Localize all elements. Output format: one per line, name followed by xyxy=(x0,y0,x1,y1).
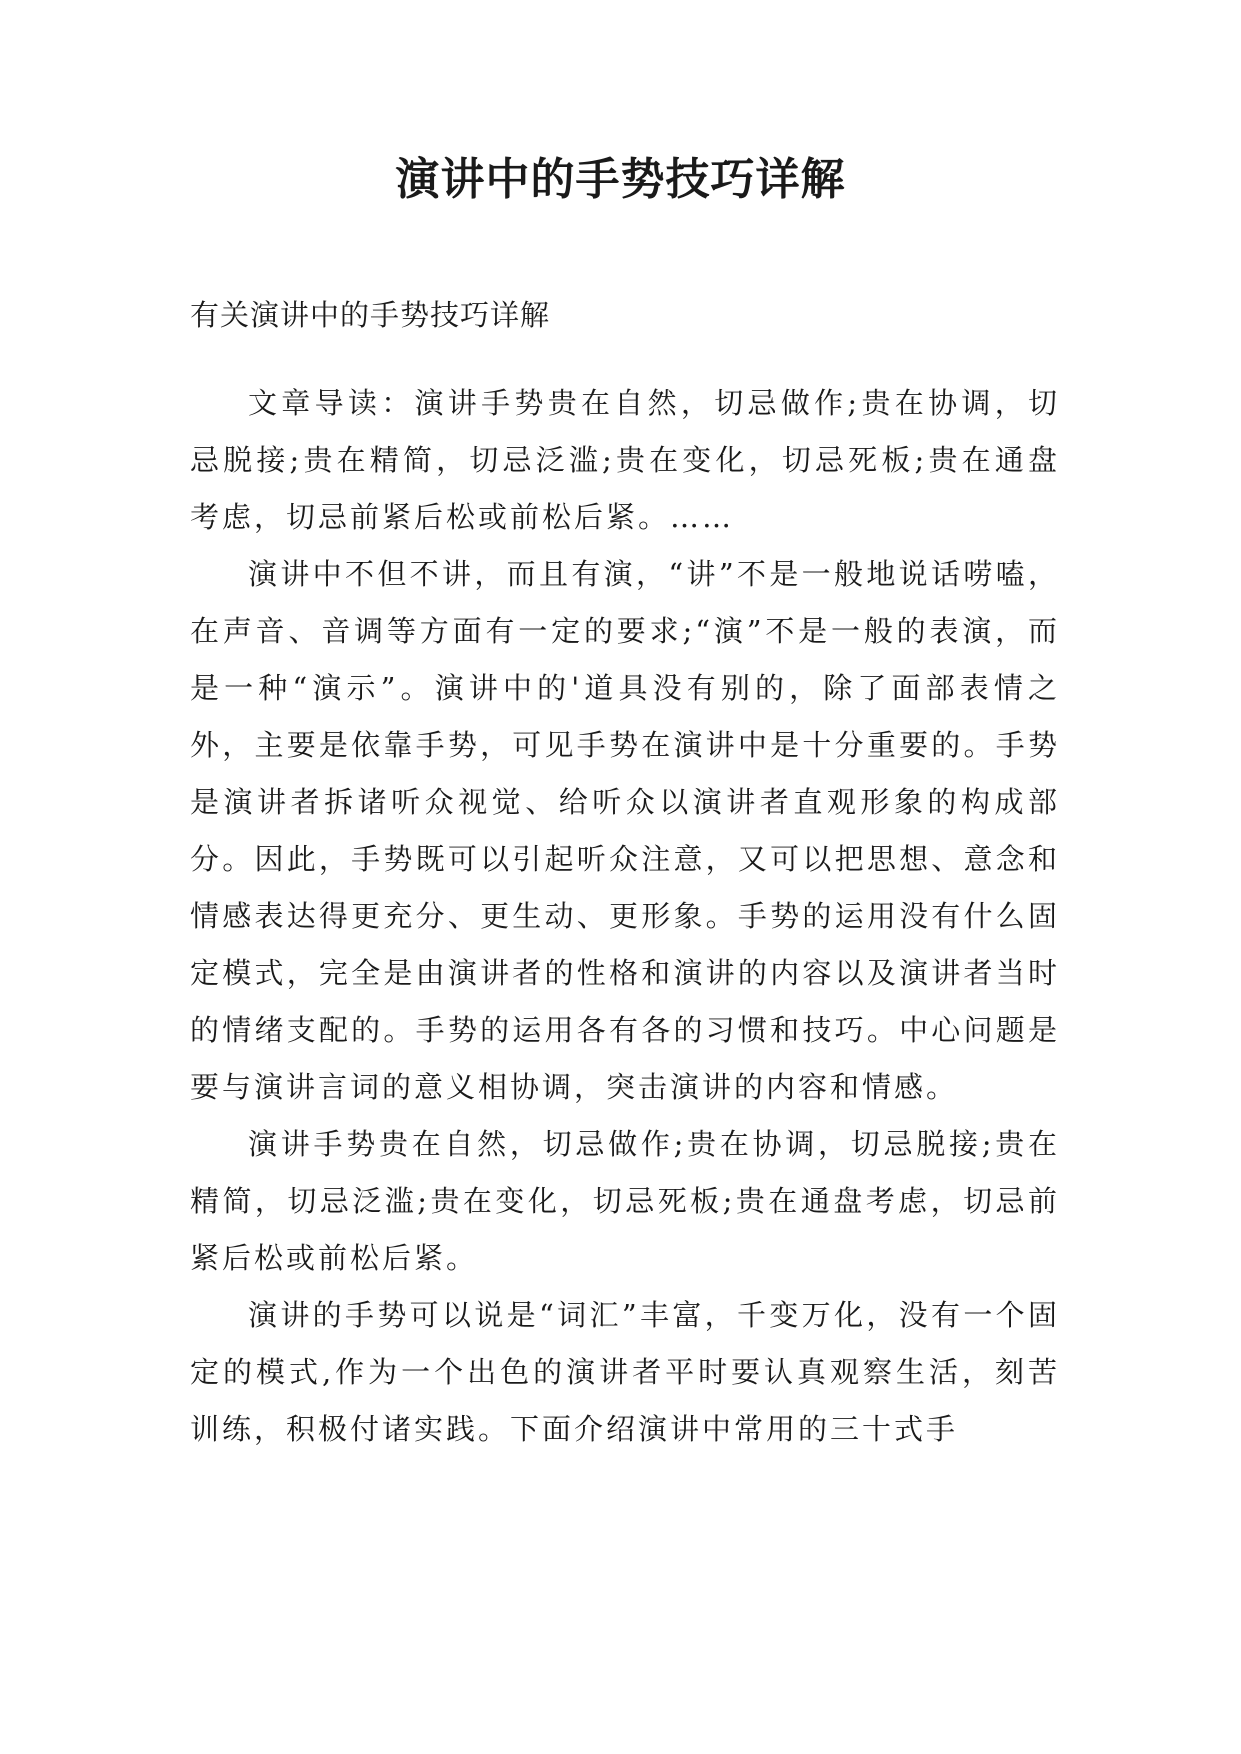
paragraph-principles: 演讲手势贵在自然，切忌做作;贵在协调，切忌脱接;贵在精简，切忌泛滥;贵在变化，切忌死板;贵在通盘考虑，切忌前紧后松或前松后紧。 xyxy=(190,1127,1060,1275)
paragraph-gestures: 演讲的手势可以说是“词汇”丰富，千变万化，没有一个固定的模式,作为一个出色的演讲者平时要认真观察生活，刻苦训练，积极付诸实践。下面介绍演讲中常用的三十式手 xyxy=(190,1298,1060,1446)
paragraph-main: 演讲中不但不讲，而且有演，“讲”不是一般地说话唠嗑，在声音、音调等方面有一定的要求;“演”不是一般的表演，而是一种“演示”。演讲中的'道具没有别的，除了面部表情之外，主要是依靠手势，可见手势在演讲中是十分重要的。手势是演讲者拆诸听众视觉、给听众以演讲者直观形象的构成部分。因此，手势既可以引起听众注意，又可以把思想、意念和情感表达得更充分、更生动、更形象。手势的运用没有什么固定模式，完全是由演讲者的性格和演讲的内容以及演讲者当时的情绪支配的。手势的运用各有各的习惯和技巧。中心问题是要与演讲言词的意义相协调，突击演讲的内容和情感。 xyxy=(190,557,1060,1104)
paragraph-intro: 文章导读：演讲手势贵在自然，切忌做作;贵在协调，切忌脱接;贵在精简，切忌泛滥;贵在变化，切忌死板;贵在通盘考虑，切忌前紧后松或前松后紧。…… xyxy=(190,386,1060,534)
document-title: 演讲中的手势技巧详解 xyxy=(395,154,846,205)
document-body xyxy=(190,375,1060,1458)
document-subtitle: 有关演讲中的手势技巧详解 xyxy=(190,298,551,332)
